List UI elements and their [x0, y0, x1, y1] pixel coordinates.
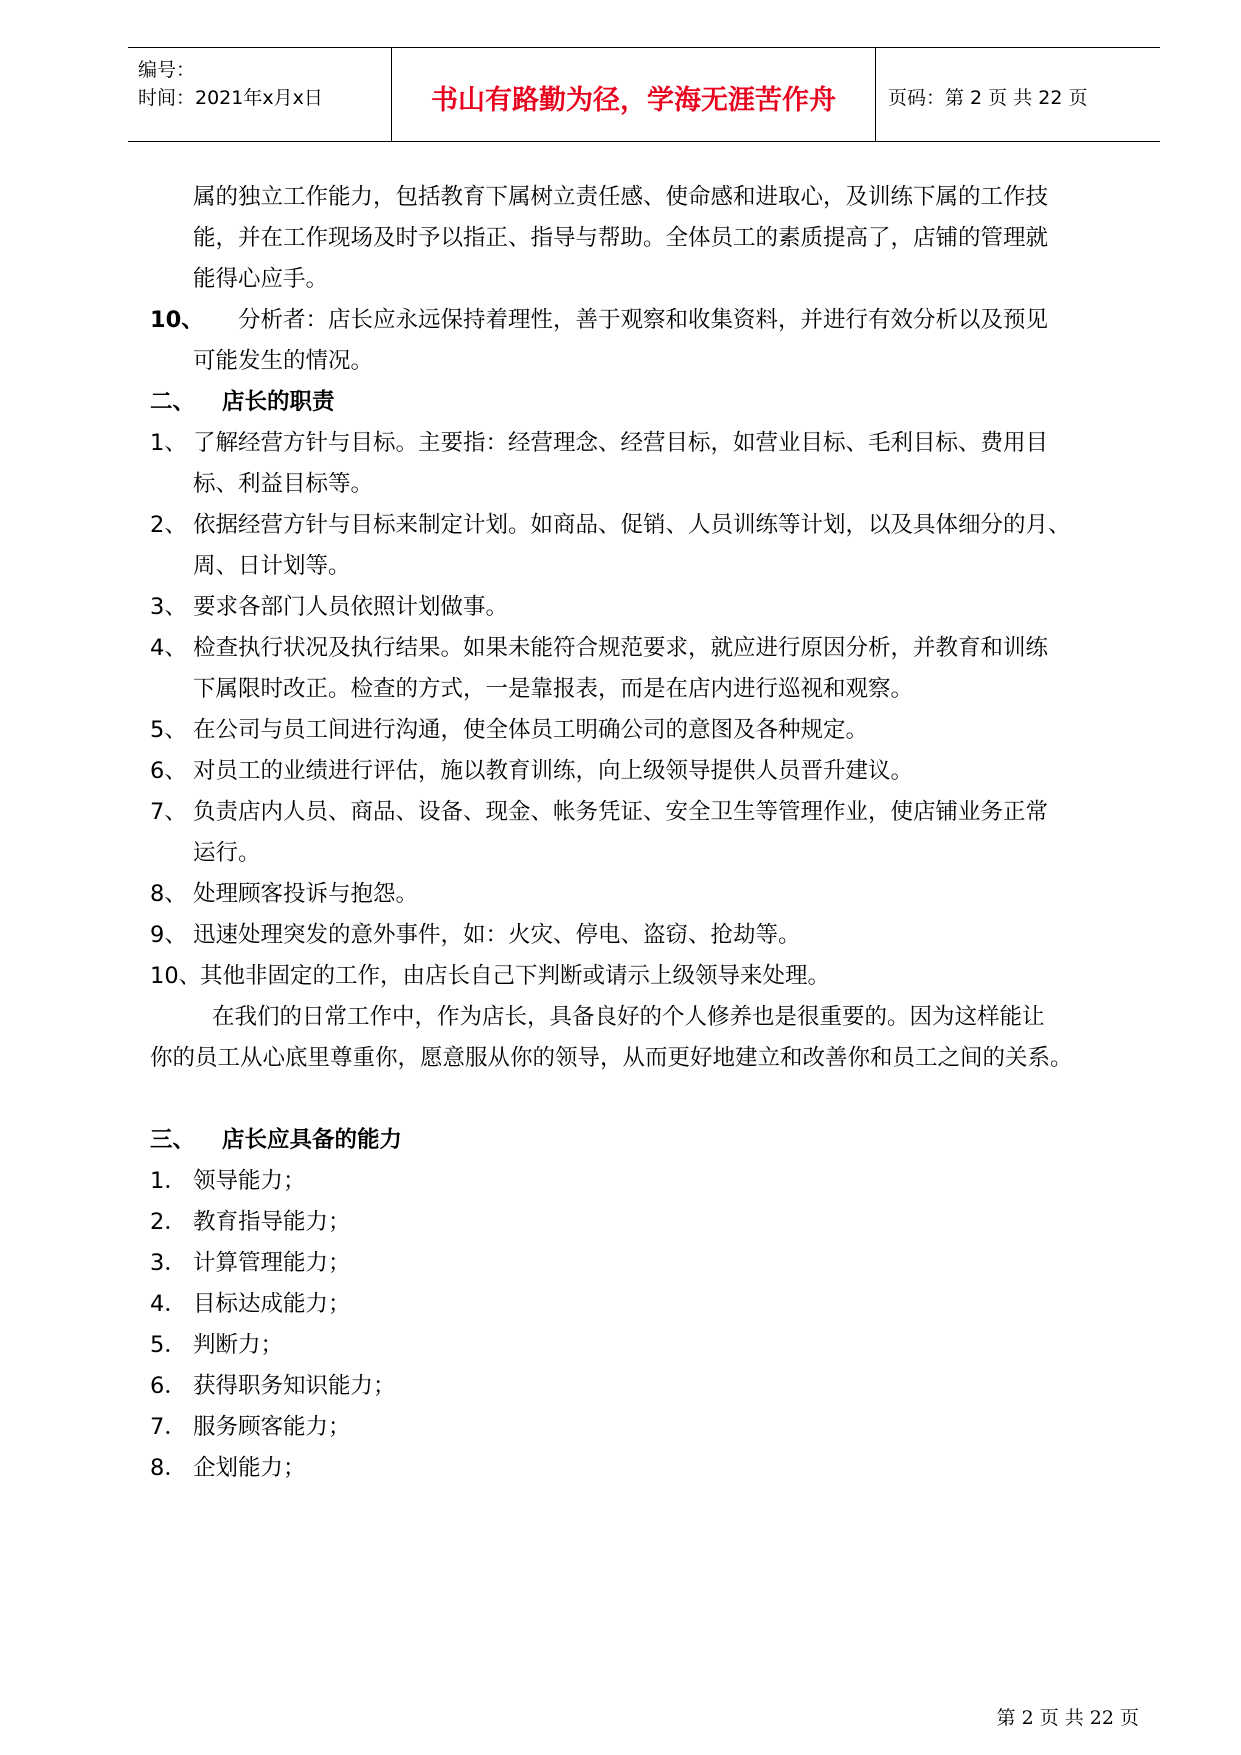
list-item-text-cont: 下属限时改正。检查的方式，一是靠报表，而是在店内进行巡视和观察。	[193, 676, 914, 702]
item-number: 10、	[150, 307, 204, 333]
ability-text: 服务顾客能力；	[193, 1414, 351, 1440]
list-item-number: 4、	[150, 635, 187, 661]
ability-number: 7．	[150, 1414, 187, 1440]
ability-number: 1．	[150, 1168, 187, 1194]
ability-number: 2．	[150, 1209, 187, 1235]
section-number: 二、	[150, 389, 196, 415]
ability-text: 教育指导能力；	[193, 1209, 351, 1235]
header-motto: 书山有路勤为径，学海无涯苦作舟	[431, 85, 836, 116]
list-item-text: 处理顾客投诉与抱怨。	[193, 881, 419, 907]
list-item-text: 其他非固定的工作，由店长自己下判断或请示上级领导来处理。	[200, 963, 831, 989]
list-item-text: 要求各部门人员依照计划做事。	[193, 594, 509, 620]
section-heading-3	[150, 1125, 403, 1155]
continuation-line: 能得心应手。	[193, 266, 329, 292]
ability-text: 获得职务知识能力；	[193, 1373, 396, 1399]
list-item-number: 5、	[150, 717, 187, 743]
list-item-text: 在公司与员工间进行沟通，使全体员工明确公司的意图及各种规定。	[193, 717, 869, 743]
list-item-text: 检查执行状况及执行结果。如果未能符合规范要求，就应进行原因分析，并教育和训练	[193, 635, 1049, 661]
item-10-text-cont: 可能发生的情况。	[193, 348, 374, 374]
ability-text: 企划能力；	[193, 1455, 306, 1481]
list-item-number: 6、	[150, 758, 187, 784]
ability-number: 8．	[150, 1455, 187, 1481]
header-time-label: 时间：2021年x月x日	[138, 87, 323, 109]
paragraph-line: 你的员工从心底里尊重你，愿意服从你的领导，从而更好地建立和改善你和员工之间的关系。	[150, 1045, 1073, 1071]
item-10-text: 分析者：店长应永远保持着理性，善于观察和收集资料，并进行有效分析以及预见	[238, 307, 1049, 333]
page-header	[128, 47, 1160, 142]
list-item-text: 依据经营方针与目标来制定计划。如商品、促销、人员训练等计划，以及具体细分的月、	[193, 512, 1071, 538]
continuation-line: 属的独立工作能力，包括教育下属树立责任感、使命感和进取心，及训练下属的工作技	[193, 184, 1049, 210]
ability-number: 3．	[150, 1250, 187, 1276]
header-divider-right	[875, 48, 876, 141]
list-item-text-cont: 运行。	[193, 840, 261, 866]
list-item-text: 了解经营方针与目标。主要指：经营理念、经营目标，如营业目标、毛利目标、费用目	[193, 430, 1049, 456]
list-item-number: 9、	[150, 922, 187, 948]
header-page-label: 页码：第 2 页 共 22 页	[888, 87, 1088, 109]
page-footer: 第 2 页 共 22 页	[996, 1707, 1139, 1729]
ability-number: 4．	[150, 1291, 187, 1317]
list-item-text-cont: 周、日计划等。	[193, 553, 351, 579]
list-item-number: 7、	[150, 799, 187, 825]
list-item-number: 1、	[150, 430, 187, 456]
section-number: 三、	[150, 1127, 196, 1153]
ability-text: 计算管理能力；	[193, 1250, 351, 1276]
section-title: 店长应具备的能力	[222, 1127, 403, 1153]
header-number-label: 编号：	[138, 59, 196, 81]
list-item-number: 8、	[150, 881, 187, 907]
list-item-text: 对员工的业绩进行评估，施以教育训练，向上级领导提供人员晋升建议。	[193, 758, 914, 784]
header-meta	[138, 56, 323, 112]
ability-number: 5．	[150, 1332, 187, 1358]
list-item-number: 2、	[150, 512, 187, 538]
list-item-number: 3、	[150, 594, 187, 620]
list-item-text: 负责店内人员、商品、设备、现金、帐务凭证、安全卫生等管理作业，使店铺业务正常	[193, 799, 1049, 825]
section-title: 店长的职责	[222, 389, 335, 415]
section-heading-2	[150, 387, 335, 417]
ability-text: 领导能力；	[193, 1168, 306, 1194]
list-item-text: 迅速处理突发的意外事件，如：火灾、停电、盗窃、抢劫等。	[193, 922, 801, 948]
ability-text: 判断力；	[193, 1332, 284, 1358]
ability-number: 6．	[150, 1373, 187, 1399]
list-item-number: 10、	[150, 963, 202, 989]
continuation-line: 能，并在工作现场及时予以指正、指导与帮助。全体员工的素质提高了，店铺的管理就	[193, 225, 1049, 251]
ability-text: 目标达成能力；	[193, 1291, 351, 1317]
list-item-text-cont: 标、利益目标等。	[193, 471, 374, 497]
paragraph-line: 在我们的日常工作中，作为店长，具备良好的个人修养也是很重要的。因为这样能让	[212, 1004, 1045, 1030]
